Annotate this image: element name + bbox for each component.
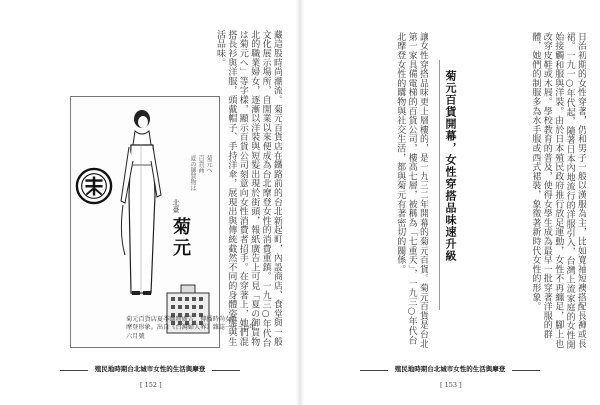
footer-rule bbox=[212, 370, 240, 371]
right-body-text-intro: 日治初期的女性穿著，仍和男子一般以漢服為主，比如寬袖短襖搭配長褲或長裙。一九一○年代起，隨著日本內地流行的洋服引入，台灣上流家庭的女性開始接觸和服與洋裝。由於日本殖民政府推行放足運動，女性不再纏足，腳上也改穿皮鞋或木屐。學校教育的普及，使得女學生成為最早一批穿著洋服的群體，她們的制服多為水手服或西式裙裝，象徵著新時代女性的形象。 bbox=[530, 32, 586, 350]
right-page-number: [ 153 ] bbox=[440, 381, 462, 389]
ad-caption bbox=[126, 316, 256, 341]
ad-brand-prefix: 北臺 bbox=[172, 199, 180, 213]
ad-brand-name: 菊元 bbox=[170, 217, 191, 259]
right-body-text-section: 讓女性穿搭品味更上層樓的，是一九三二年開幕的菊元百貨。菊元百貨是台北第一家具備電梯的百貨公司，樓高七層，被稱為「七重天」，一九三○年代台北摩登女性的購物與社交生活，都與菊元有著密切的關係。 bbox=[395, 32, 428, 349]
footer-rule bbox=[60, 370, 88, 371]
ad-tagline-1: 夏の御買物は bbox=[189, 155, 196, 191]
left-running-footer: 殖民地時期台北城市女性的生活與摩登 bbox=[94, 364, 206, 373]
ad-tagline-2: 百貨商 bbox=[197, 155, 204, 173]
footer-rule bbox=[360, 370, 388, 371]
fashion-woman-illustration bbox=[115, 105, 167, 297]
section-divider bbox=[439, 60, 440, 310]
ad-tagline-3: 菊元へ bbox=[205, 155, 212, 173]
right-page bbox=[300, 0, 600, 405]
left-page-number: [ 152 ] bbox=[140, 381, 162, 389]
kikumoto-advertisement bbox=[70, 96, 220, 348]
caption-line-2: 摩登形象。出自《台灣婦人界》雜誌一九三○年六月號 bbox=[126, 324, 256, 340]
caption-line-1: 菊元百貨店夏季購物廣告，傳播時尚女性 bbox=[126, 316, 238, 323]
left-body-text: 藏這股時尚潮流。菊元百貨店在鐵路前的台北新起町，內設商店、食堂與一般文化展示場所，自開業以來便成為台北摩登女性的消費重鎮。一九三○年代台北的職業婦女，逐漸以洋裝與短髮出現於街頭，報紙廣告上可見「夏の御買物は菊元へ」等字樣，顯示百貨公司刻意向女性消費者招手。在穿著上，她們混搭長衫與洋服，頭戴帽子、手持洋傘，展現出與傳統截然不同的身體姿態與生活品味。 bbox=[214, 30, 282, 348]
right-running-footer: 殖民地時期台北城市女性的生活與摩登 bbox=[394, 364, 506, 373]
footer-rule bbox=[512, 370, 540, 371]
kikumoto-logo-icon bbox=[75, 167, 113, 205]
section-heading: 菊元百貨開幕，女性穿搭品味速升級 bbox=[444, 70, 457, 262]
